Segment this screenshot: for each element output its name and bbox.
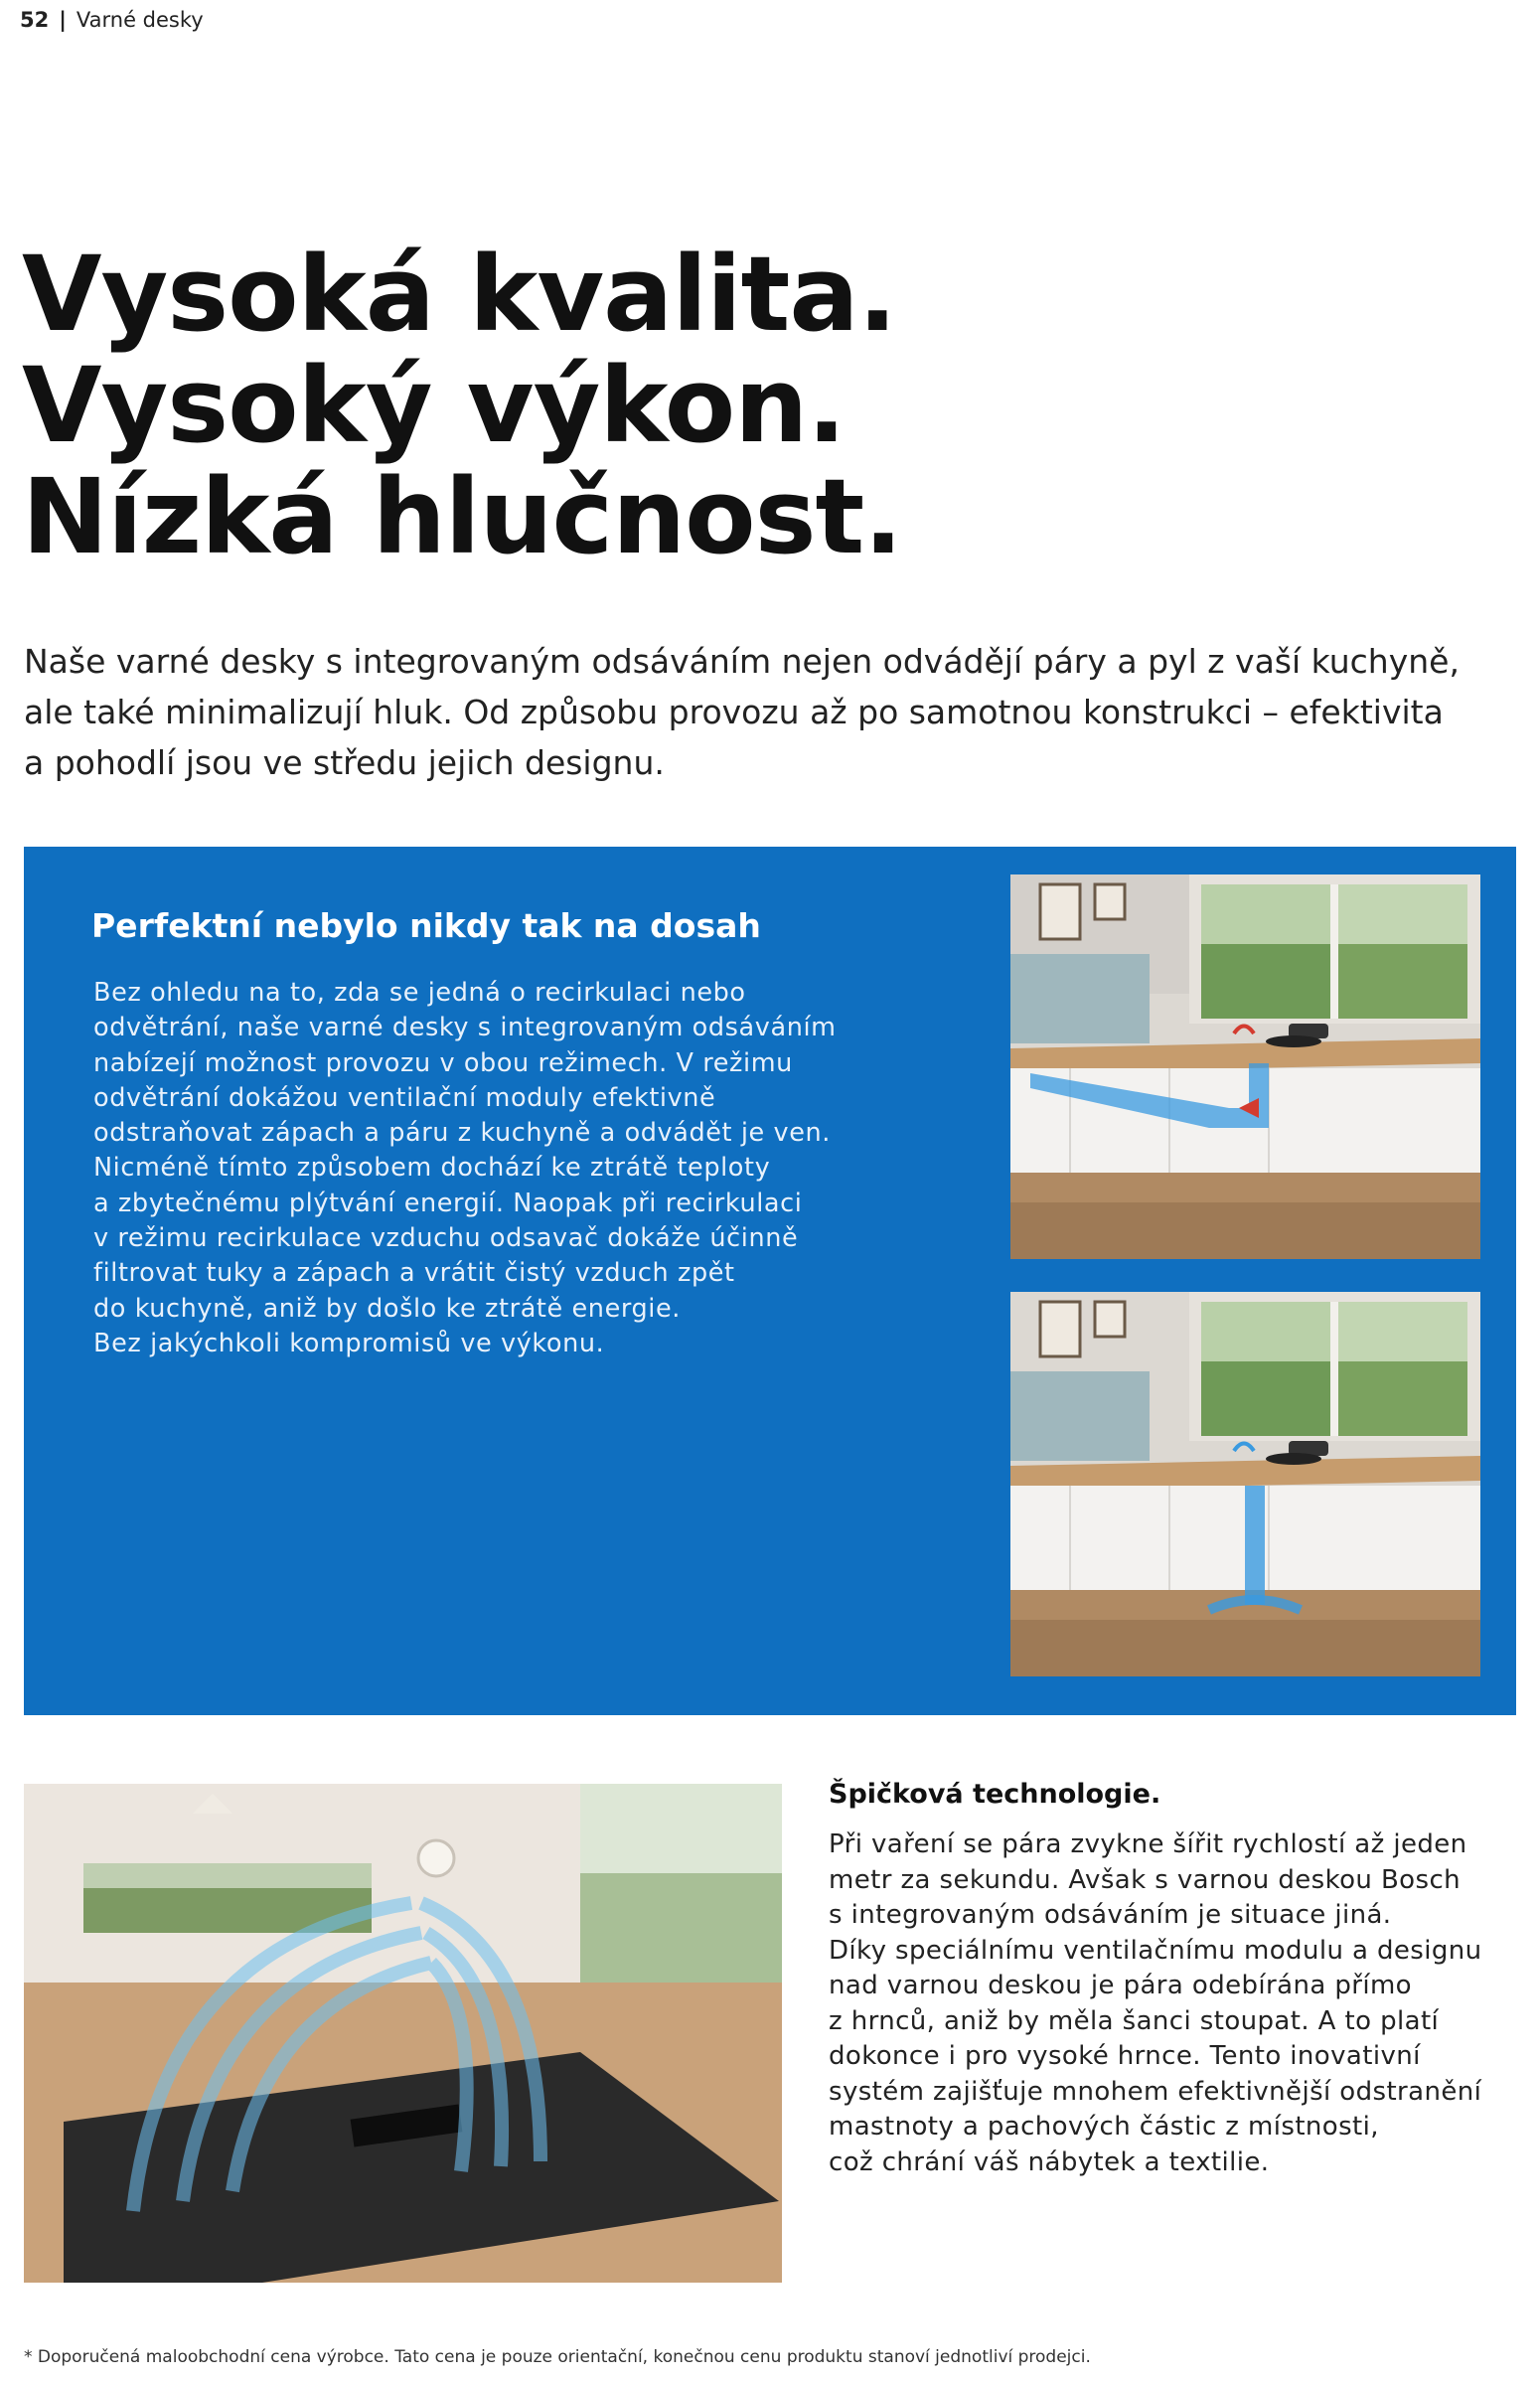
technology-line: s integrovaným odsáváním je situace jiná. [829,1900,1392,1930]
technology-line: dokonce i pro vysoké hrnce. Tento inovativní [829,2041,1421,2071]
technology-line: nad varnou deskou je pára odebírána přímo [829,1971,1412,2000]
panel-body [93,976,848,1361]
page-header [20,8,204,32]
hob-airflow-photo [24,1784,782,2283]
technology-line: metr za sekundu. Avšak s varnou deskou Bosch [829,1864,1462,1895]
header-separator: | [59,8,67,32]
panel-line: a zbytečnému plýtvání energií. Naopak při recirkulaci [93,1188,803,1218]
panel-title: Perfektní nebylo nikdy tak na dosah [91,906,761,945]
panel-line: filtrovat tuky a zápach a vrátit čistý vzduch zpět [93,1258,735,1289]
headline-line-1: Vysoká kvalita. [22,234,897,355]
kitchen-ducted-photo [1010,874,1480,1259]
page-number: 52 [20,8,50,32]
panel-line: odvětrání, naše varné desky s integrovaným odsáváním [93,1013,837,1043]
technology-line: Při vaření se pára zvykne šířit rychlostí až jeden [829,1829,1467,1859]
panel-line: v režimu recirkulace vzduchu odsavač dokáže účinně [93,1223,799,1254]
panel-line: Bez jakýchkoli kompromisů ve výkonu. [93,1328,605,1358]
footnote: * Doporučená maloobchodní cena výrobce. Tato cena je pouze orientační, konečnou cenu produktu stanoví jednotliví prodejci. [24,2347,1091,2367]
intro-line: ale také minimalizují hluk. Od způsobu provozu až po samotnou konstrukci – efektivita [24,693,1444,731]
info-panel [24,847,1516,1715]
technology-section [829,1779,1514,2180]
intro-paragraph [24,636,1494,788]
technology-line: Díky speciálnímu ventilačnímu modulu a designu [829,1935,1482,1966]
panel-line: Nicméně tímto způsobem dochází ke ztrátě teploty [93,1153,771,1184]
technology-line: mastnoty a pachových částic z místnosti, [829,2112,1379,2142]
section-title: Varné desky [76,8,204,32]
headline-line-2: Vysoký výkon. [22,345,846,466]
panel-line: do kuchyně, aniž by došlo ke ztrátě energie. [93,1293,681,1324]
technology-line: systém zajišťuje mnohem efektivnější odstranění [829,2076,1482,2107]
panel-line: nabízejí možnost provozu v obou režimech. V režimu [93,1047,793,1078]
technology-line: z hrnců, aniž by měla šanci stoupat. A to platí [829,2005,1440,2036]
intro-line: a pohodlí jsou ve středu jejich designu. [24,743,665,782]
panel-line: odvětrání dokážou ventilační moduly efektivně [93,1082,716,1113]
headline [22,234,1115,577]
intro-line: Naše varné desky s integrovaným odsáváním nejen odvádějí páry a pyl z vaší kuchyně, [24,642,1460,681]
technology-title: Špičková technologie. [829,1779,1161,1810]
panel-line: odstraňovat zápach a páru z kuchyně a odvádět je ven. [93,1118,831,1149]
panel-line: Bez ohledu na to, zda se jedná o recirkulaci nebo [93,978,746,1008]
headline-line-3: Nízká hlučnost. [22,456,902,577]
kitchen-recirculation-photo [1010,1292,1480,1676]
technology-line: což chrání váš nábytek a textilie. [829,2146,1270,2177]
technology-body [829,1827,1514,2180]
